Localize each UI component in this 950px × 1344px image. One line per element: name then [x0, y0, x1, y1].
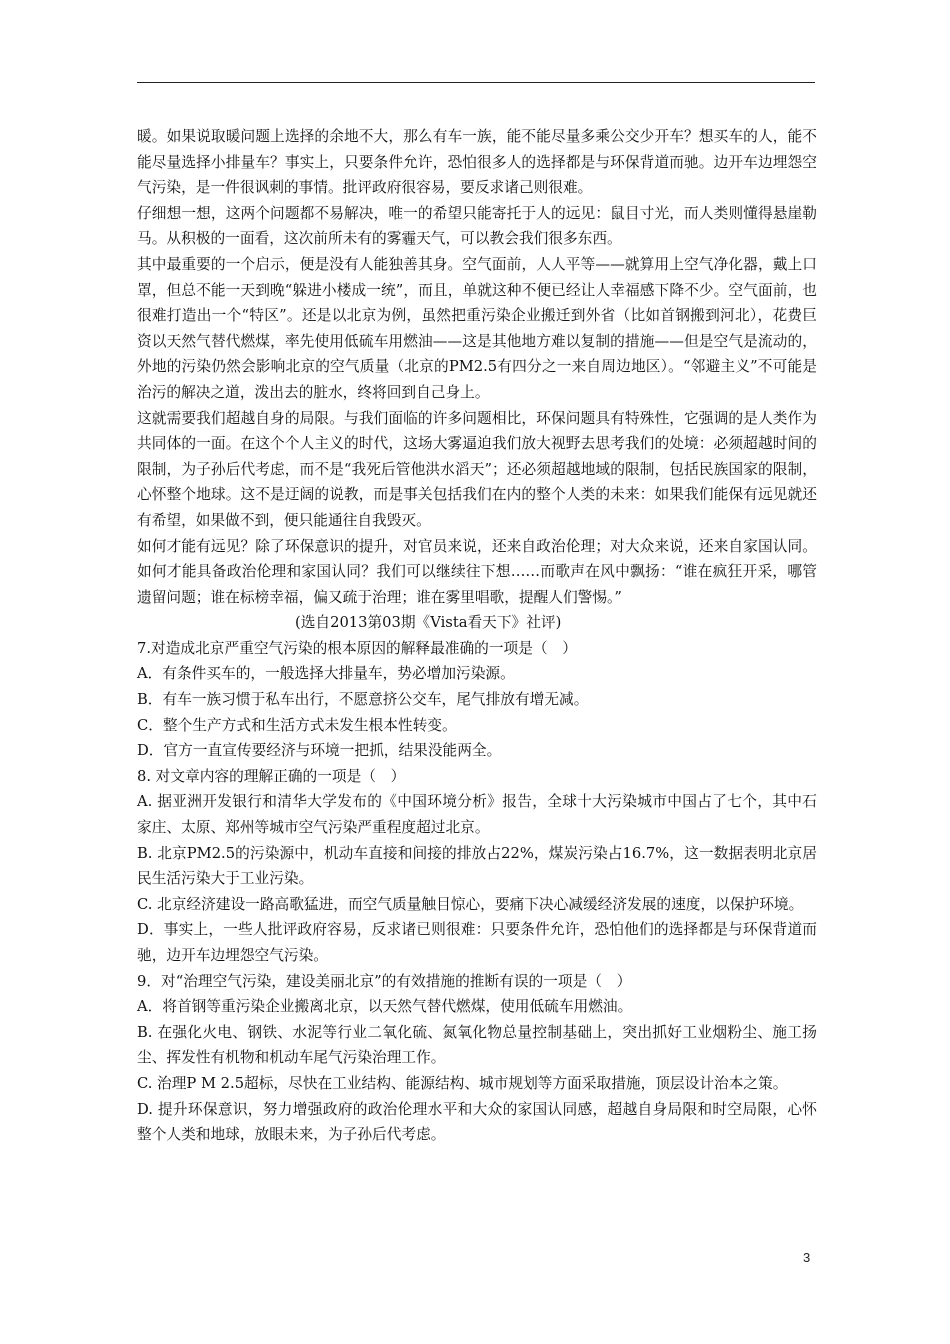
question-8-stem: 8. 对文章内容的理解正确的一项是（ ） [137, 767, 406, 785]
paragraph: 如何才能有远见？除了环保意识的提升，对官员来说，还来自政治伦理；对大众来说，还来自家国认同。如何才能具备政治伦理和家国认同？我们可以继续往下想……而歌声在风中飘扬：“谁在疯狂开采，哪管遗留问题；谁在标榜幸福，偏又疏于治理；谁在雾里唱歌，提醒人们警惕。” [137, 537, 817, 606]
question-7-option-d: D．官方一直宣传要经济与环境一把抓，结果没能两全。 [137, 742, 502, 760]
page-number: 3 [803, 1250, 811, 1265]
question-7-stem: 7.对造成北京严重空气污染的根本原因的解释最准确的一项是（ ） [137, 639, 577, 657]
question-9-stem: 9．对“治理空气污染，建设美丽北京”的有效措施的推断有误的一项是（ ） [137, 972, 632, 990]
question-8-option-c: C. 北京经济建设一路高歌猛进，而空气质量触目惊心，要痛下决心减缓经济发展的速度，以保护环境。 [137, 895, 804, 913]
question-9-option-d: D. 提升环保意识，努力增强政府的政治伦理水平和大众的家国认同感，超越自身局限和时空局限，心怀整个人类和地球，放眼未来，为子孙后代考虑。 [137, 1100, 817, 1144]
question-7-option-c: C．整个生产方式和生活方式未发生根本性转变。 [137, 716, 457, 734]
question-8-option-a: A. 据亚洲开发银行和清华大学发布的《中国环境分析》报告，全球十大污染城市中国占了七个，其中石家庄、太原、郑州等城市空气污染严重程度超过北京。 [137, 793, 817, 837]
question-9-option-b: B. 在强化火电、钢铁、水泥等行业二氧化硫、氮氧化物总量控制基础上，突出抓好工业烟粉尘、施工扬尘、挥发性有机物和机动车尾气污染治理工作。 [137, 1023, 817, 1067]
paragraph: 暖。如果说取暖问题上选择的余地不大，那么有车一族，能不能尽量多乘公交少开车？想买车的人，能不能尽量选择小排量车？事实上，只要条件允许，恐怕很多人的选择都是与环保背道而驰。边开车边埋怨空气污染，是一件很讽刺的事情。批评政府很容易，要反求诸己则很难。 [137, 128, 817, 197]
page-content [137, 124, 817, 1148]
question-7-option-a: A．有条件买车的，一般选择大排量车，势必增加污染源。 [137, 665, 515, 683]
question-9-option-a: A．将首钢等重污染企业搬离北京，以天然气替代燃煤，使用低硫车用燃油。 [137, 998, 633, 1016]
source-citation: (选自2013第03期《Vista看天下》社评) [295, 614, 562, 632]
question-8-option-b: B. 北京PM2.5的污染源中，机动车直接和间接的排放占22%，煤炭污染占16.7%，这一数据表明北京居民生活污染大于工业污染。 [137, 844, 817, 888]
header-rule [137, 82, 815, 83]
paragraph: 其中最重要的一个启示，便是没有人能独善其身。空气面前，人人平等——就算用上空气净化器，戴上口罩，但总不能一天到晚“躲进小楼成一统”，而且，单就这种不便已经让人幸福感下降不少。空气面前，也很难打造出一个“特区”。还是以北京为例，虽然把重污染企业搬迁到外省（比如首钢搬到河北），花费巨资以天然气替代燃煤，率先使用低硫车用燃油——这是其他地方难以复制的措施——但是空气是流动的，外地的污染仍然会影响北京的空气质量（北京的PM2.5有四分之一来自周边地区）。“邻避主义”不可能是治污的解决之道，泼出去的脏水，终将回到自己身上。 [137, 255, 817, 401]
paragraph: 这就需要我们超越自身的局限。与我们面临的许多问题相比，环保问题具有特殊性，它强调的是人类作为共同体的一面。在这个个人主义的时代，这场大雾逼迫我们放大视野去思考我们的处境：必须超越时间的限制，为子孙后代考虑，而不是“我死后管他洪水滔天”；还必须超越地域的限制，包括民族国家的限制，心怀整个地球。这不是迂阔的说教，而是事关包括我们在内的整个人类的未来：如果我们能保有远见就还有希望，如果做不到，便只能通往自我毁灭。 [137, 409, 817, 529]
question-9-option-c: C. 治理P M 2.5超标，尽快在工业结构、能源结构、城市规划等方面采取措施，顶层设计治本之策。 [137, 1074, 788, 1092]
question-7-option-b: B．有车一族习惯于私车出行，不愿意挤公交车，尾气排放有增无减。 [137, 691, 589, 709]
paragraph: 仔细想一想，这两个问题都不易解决，唯一的希望只能寄托于人的远见：鼠目寸光，而人类则懂得悬崖勒马。从积极的一面看，这次前所未有的雾霾天气，可以教会我们很多东西。 [137, 204, 817, 248]
question-8-option-d: D．事实上，一些人批评政府容易，反求诸已则很难：只要条件允许，恐怕他们的选择都是与环保背道而驰，边开车边埋怨空气污染。 [137, 921, 817, 964]
